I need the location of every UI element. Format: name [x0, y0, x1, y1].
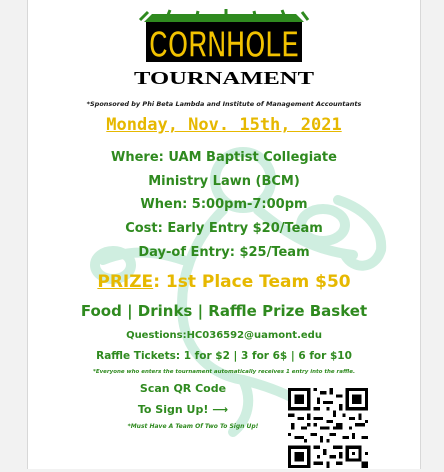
team-requirement-note: *Must Have A Team Of Two To Sign Up!: [127, 423, 259, 430]
cornhole-tournament-logo: [126, 6, 322, 90]
raffle-note: *Everyone who enters the tournament automatically receives 1 entry into the raffle.: [92, 369, 356, 375]
scan-qr-text: Scan QR Code: [139, 382, 227, 395]
contact-email: Questions:HC036592@uamont.edu: [126, 330, 322, 341]
right-arrow-icon: ⟶: [212, 403, 229, 416]
day-of-entry-cost: Day-of Entry: $25/Team: [138, 245, 310, 260]
logo-line2: TOURNAMENT: [134, 68, 314, 88]
event-location: Where: UAM Baptist Collegiate: [111, 150, 337, 165]
qr-code-icon[interactable]: [288, 388, 368, 468]
flyer-page: [27, 0, 421, 469]
prize-line: [28, 272, 420, 292]
extras-line: Food | Drinks | Raffle Prize Basket: [80, 302, 368, 320]
event-date: Monday, Nov. 15th, 2021: [106, 115, 342, 135]
event-time: When: 5:00pm-7:00pm: [140, 197, 308, 212]
sign-up-label: To Sign Up!: [137, 403, 209, 416]
prize-label: PRIZE: [97, 272, 154, 292]
sponsor-text: *Sponsored by Phi Beta Lambda and Institute of Management Accountants: [86, 100, 362, 108]
event-location-detail: Ministry Lawn (BCM): [148, 174, 300, 189]
sign-up-text: [118, 403, 248, 416]
prize-text: : 1st Place Team $50: [153, 272, 351, 292]
raffle-pricing: Raffle Tickets: 1 for $2 | 3 for 6$ | 6 for $10: [96, 350, 352, 362]
logo-line1: CORNHOLE: [149, 24, 299, 66]
early-entry-cost: Cost: Early Entry $20/Team: [125, 221, 323, 236]
qr-code-graphic: [288, 388, 368, 468]
logo-graphic: [126, 6, 322, 90]
